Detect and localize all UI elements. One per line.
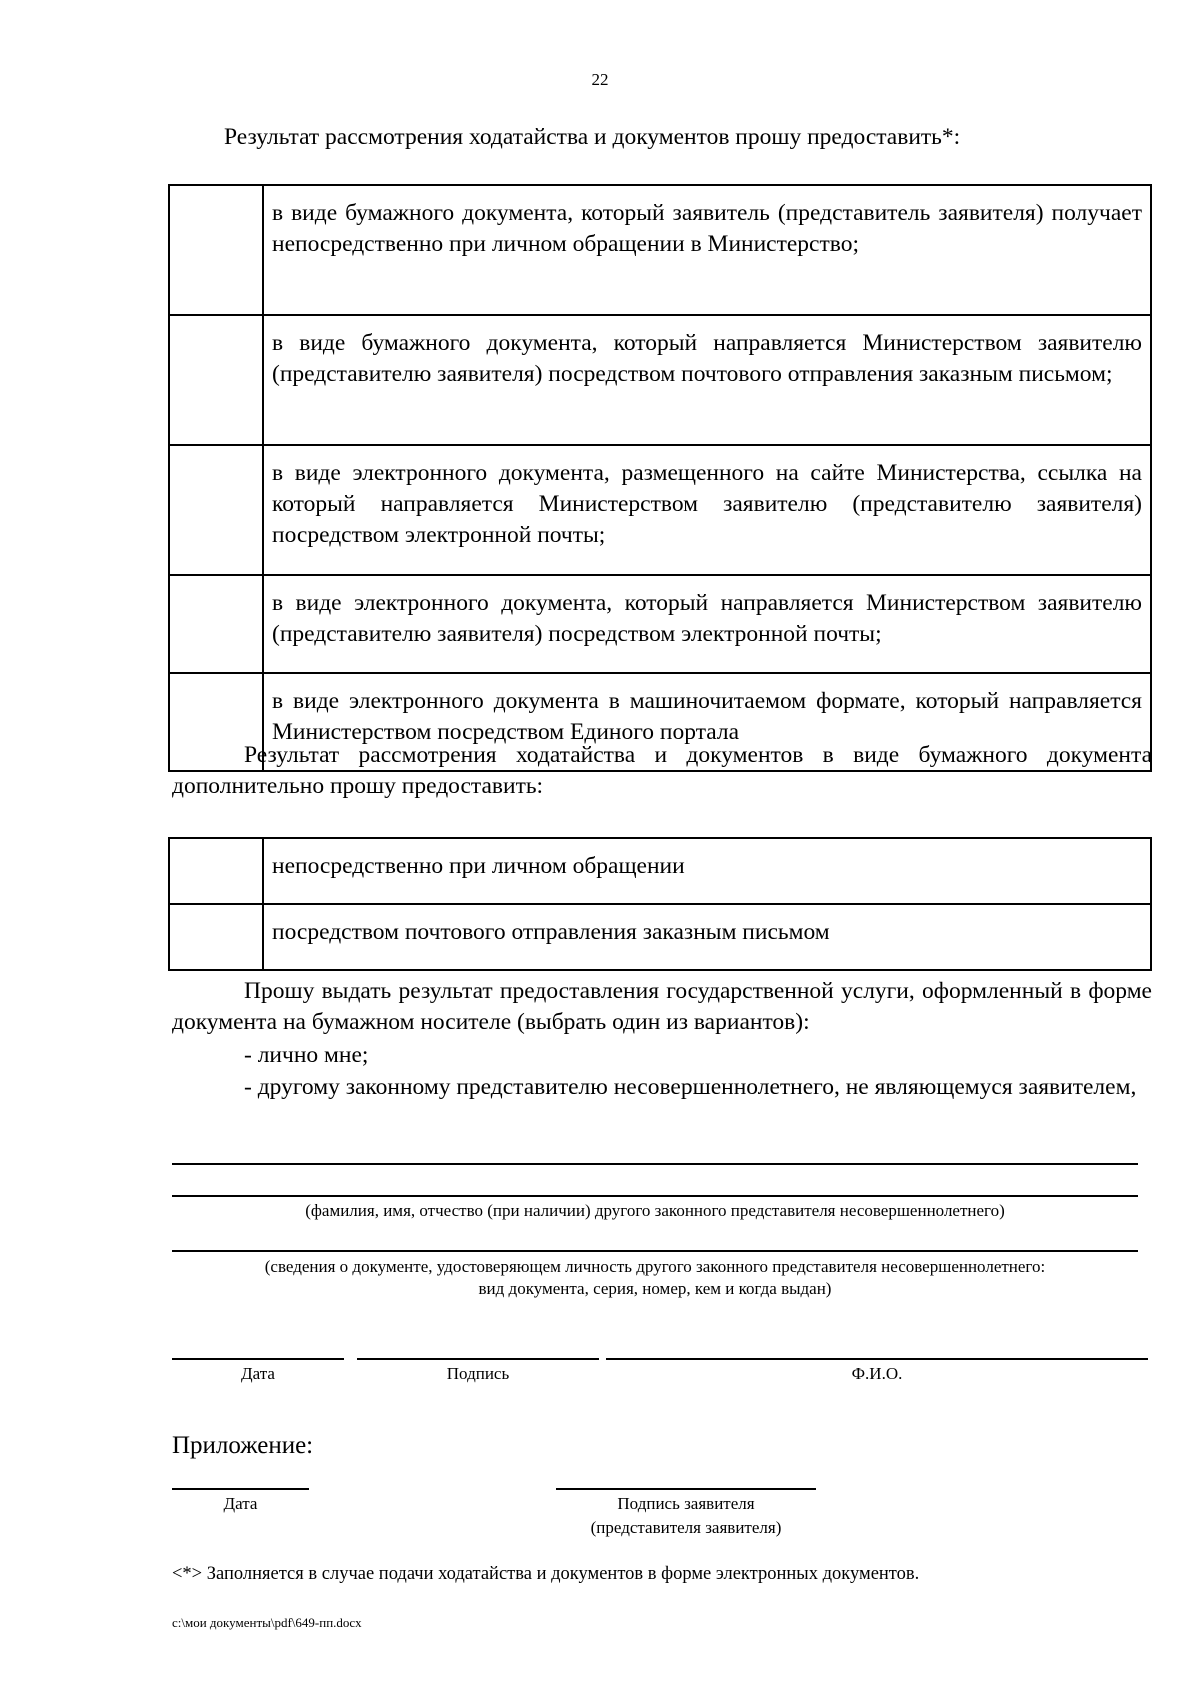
fio-line[interactable]	[606, 1358, 1148, 1360]
result-option-row	[169, 445, 1151, 575]
document-note-line2: вид документа, серия, номер, кем и когда выдан)	[478, 1279, 832, 1298]
document-note-line1: (сведения о документе, удостоверяющем личность другого законного представителя несовершеннолетнего:	[264, 1257, 1046, 1276]
appendix-signature-line[interactable]	[556, 1488, 816, 1490]
fio-label: Ф.И.О.	[851, 1364, 903, 1383]
fill-line[interactable]	[172, 1163, 1138, 1165]
footnote: <*> Заполняется в случае подачи ходатайства и документов в форме электронных документов.	[172, 1564, 920, 1584]
option-text: посредством почтового отправления заказным письмом	[263, 904, 1151, 970]
appendix-signature-sublabel: (представителя заявителя)	[590, 1518, 782, 1537]
fio-note: (фамилия, имя, отчество (при наличии) другого законного представителя несовершеннолетнего)	[305, 1201, 1005, 1220]
option-checkbox[interactable]	[169, 838, 263, 904]
date-line[interactable]	[172, 1358, 344, 1360]
fill-line[interactable]	[172, 1250, 1138, 1252]
result-option-row	[169, 185, 1151, 315]
option-checkbox[interactable]	[169, 315, 263, 445]
option-text: в виде бумажного документа, который направляется Министерством заявителю (представителю заявителя) посредством почтового отправления заказным письмом;	[263, 315, 1151, 445]
file-path: c:\мои документы\pdf\649-пп.docx	[172, 1615, 362, 1630]
paper-option-row	[169, 838, 1151, 904]
date-label: Дата	[241, 1364, 275, 1383]
paper-options-table	[168, 837, 1152, 971]
paper-option-row	[169, 904, 1151, 970]
option-text: в виде бумажного документа, который заявитель (представитель заявителя) получает непосредственно при личном обращении в Министерство;	[263, 185, 1151, 315]
issue-request: Прошу выдать результат предоставления государственной услуги, оформленный в форме документа на бумажном носителе (выбрать один из вариантов):	[172, 978, 1152, 1035]
signature-label: Подпись	[446, 1364, 510, 1383]
option-checkbox[interactable]	[169, 904, 263, 970]
option-text: в виде электронного документа, который направляется Министерством заявителю (представителю заявителя) посредством электронной почты;	[263, 575, 1151, 673]
appendix-date-label: Дата	[223, 1494, 258, 1513]
option-checkbox[interactable]	[169, 445, 263, 575]
result-option-row	[169, 315, 1151, 445]
variant-personal: - лично мне;	[244, 1042, 369, 1068]
result-options-table	[168, 184, 1152, 772]
appendix-title: Приложение:	[172, 1432, 314, 1459]
appendix-signature-label: Подпись заявителя	[617, 1494, 755, 1513]
appendix-date-line[interactable]	[172, 1488, 309, 1490]
option-text: непосредственно при личном обращении	[263, 838, 1151, 904]
option-text: в виде электронного документа в машиночитаемом формате, который направляется Министерством посредством Единого портала	[263, 673, 1151, 771]
option-checkbox[interactable]	[169, 575, 263, 673]
option-checkbox[interactable]	[169, 185, 263, 315]
variant-other-representative: - другому законному представителю несовершеннолетнего, не являющемуся заявителем,	[244, 1074, 1137, 1100]
page-number: 22	[591, 70, 609, 89]
result-option-row	[169, 575, 1151, 673]
option-text: в виде электронного документа, размещенного на сайте Министерства, ссылка на который направляется Министерством заявителю (представителю заявителя) посредством электронной почты;	[263, 445, 1151, 575]
result-intro: Результат рассмотрения ходатайства и документов прошу предоставить*:	[224, 124, 961, 150]
paper-intro: Результат рассмотрения ходатайства и документов в виде бумажного документа дополнительно прошу предоставить:	[172, 742, 1152, 799]
signature-line[interactable]	[357, 1358, 599, 1360]
fill-line[interactable]	[172, 1195, 1138, 1197]
